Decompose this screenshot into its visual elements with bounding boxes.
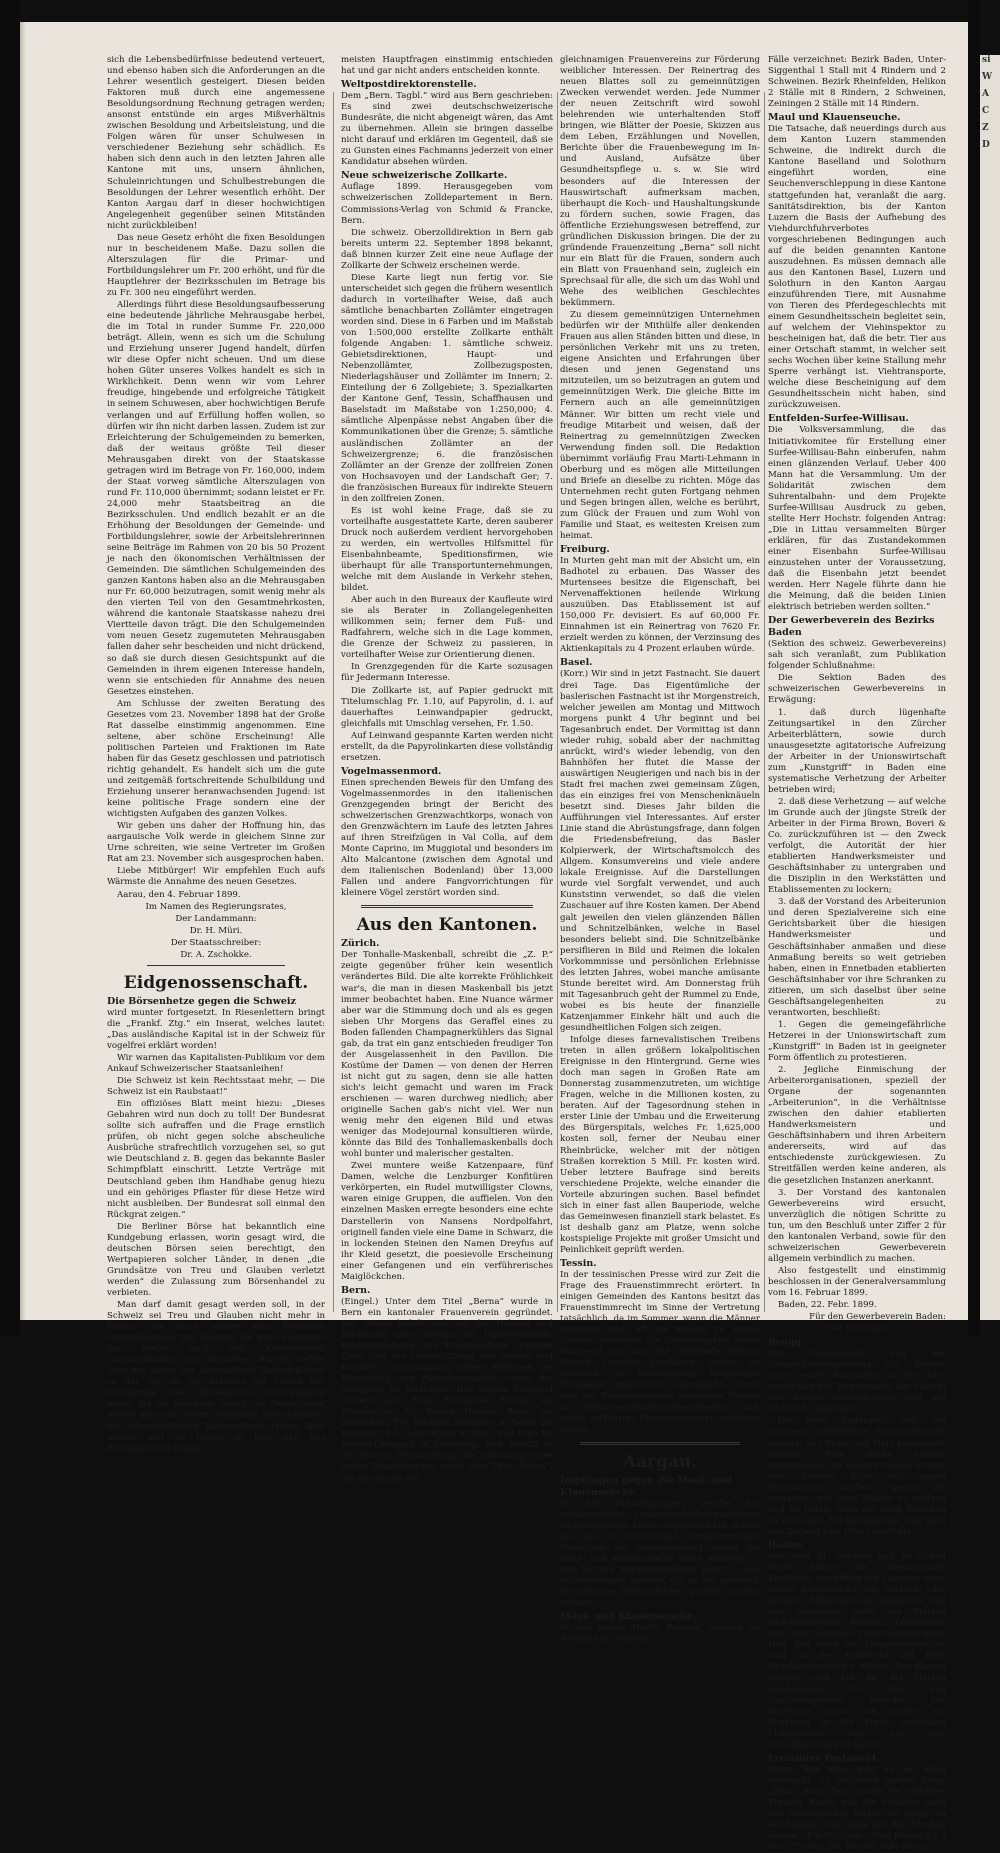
paragraph: Auf Leinwand gespannte Karten werden nicht erstellt, da die Papyrolinkarten diese vollständig ersetzen. [341, 730, 553, 763]
paragraph: Zwei muntere weiße Katzenpaare, fünf Damen, welche die Lenzburger Konfitüren verkörperten, ein Rudel mutwilligster Clowns, waren einige Gruppen, die auffielen. Von den einzelnen Masken erregte besonders eine echte Darstellerin von Nansens Nordpolfahrt, originell fanden viele eine Dame in Schwarz, die in lockenden Steinen den Namen Dreyfus auf ihr Kleid gesetzt, die poesievolle Erscheinung einer Gefangenen und ein verführerisches Maiglöckchen. [341, 1161, 553, 1282]
signature-line: Der Landammann: [175, 913, 257, 924]
paragraph: Ein offiziöses Blatt meint hiezu: „Dieses Gebahren wird nun doch zu toll! Der Bundesrat sollte sich aufraffen und die Frage ernstlich prüfen, ob nicht gegen solche abscheuliche Ausbrüche strafrechtlich vorzugehen sei, so gut wie Deutschland z. B. gegen das bekannte Basler Schimpfblatt einschritt. Letzte Verträge mit Deutschland geben ihm Handhabe genug hiezu und ein gehöriges Pflaster für diese Hetze wird nicht ausbleiben. Der Bundesrat soll einmal den Rückgrat zeigen.“ [107, 1099, 325, 1220]
column-rule [764, 92, 765, 1312]
paragraph: Auflage 1899. Herausgegeben vom schweizerischen Zolldepartement in Bern. Commissions-Verlag von Schmid & Francke, Bern. [341, 182, 553, 226]
paragraph: 3. daß der Vorstand des Arbeiterunion und deren Spezialvereine sich eine Gerichtsbarkeit über die hiesigen Handwerksmeister und Geschäftsinhaber anmaßen und diese Anmaßung bereits so weit getrieben haben, einen in Ennetbaden etablierten Geschäftsinhaber vor ihre Schranken zu zitieren, um sich daselbst über seine Geschäftsangelegenheiten zu verantworten, beschließt: [768, 897, 946, 1018]
adjacent-text: si [982, 55, 991, 65]
signature-line: Dr. H. Müri. [189, 925, 243, 936]
column-2 [341, 55, 553, 1484]
paragraph: Die Berliner Börse hat bekanntlich eine Kundgebung erlassen, worin gesagt wird, die deutschen Börsen seien berechtigt, den Wertpapieren solcher Länder, in denen „die Grundsätze von Treu und Glauben verletzt werden“ die Zulassung zum Börsenhandel zu verbieten. [107, 1221, 325, 1298]
paragraph: Die Schweiz ist kein Rechtsstaat mehr, — Die Schweiz ist ein Raubstaat!“ [107, 1076, 325, 1098]
divider [147, 965, 285, 966]
article-heading: Tessin. [560, 1257, 597, 1269]
divider [580, 1442, 740, 1445]
signature-line: Dr. A. Zschokke. [180, 949, 252, 960]
divider [361, 905, 533, 908]
paragraph: Dem „Bern. Tagbl.“ wird aus Bern geschrieben: Es sind zwei deutschschweizerische Bundesräte, die nicht abgeneigt wären, das Amt zu übernehmen. Allein sie bringen dasselbe nicht darauf und erklären im Gegenteil, daß sie zu Gunsten eines Fachmanns jederzeit von einer Kandidatur absehen würden. [341, 91, 553, 168]
article-heading: Der Gewerbeverein des Bezirks Baden [768, 615, 935, 639]
article-heading: Baden. [768, 1539, 806, 1551]
paragraph: Das neue Gesetz erhöht die fixen Besoldungen nur in bescheidenem Maße. Dazu sollen die Alterszulagen für die Primar- und Fortbildungslehrer um Fr. 200 erhöht, und für die Hauptlehrer der Bezirksschulen im Betrage bis zu Fr. 300 neu eingeführt werden. [107, 232, 325, 298]
paragraph: Allerdings führt diese Besoldungsaufbesserung eine bedeutende jährliche Mehrausgabe herbei, die im Total in runder Summe Fr. 220,000 beträgt. Allein, wenn es sich um die Schulung und Erziehung unserer Jugend handelt, dürfen wir diese Opfer nicht scheuen. Und um diese hohen Güter unseres Volkes handelt es sich in Wirklichkeit. Denn wenn wir vom Lehrer freudige, hingebende und erfolgreiche Tätigkeit in seinem Schuwesen, aber hochwichtigen Berufe verlangen und auf Erfüllung hoffen wollen, so dürfen wir ihn nicht darben lassen. Zudem ist zur Erleichterung der Schulgemeinden zu bemerken, daß der weitaus größte Teil dieser Mehrausgaben direkt von der Staatskasse getragen wird im Betrage von Fr. 160,000, indem der Staat vorweg sämtliche Alterszulagen von rund Fr. 110,000 übernimmt; sodann leistet er Fr. 24,000 mehr Staatsbeitrag an die Bezirksschulen. Und endlich bezahlt er an die Erhöhung der Besoldungen der Gemeinde- und Fortbildungslehrer, sowie der Arbeitslehrerinnen seine Beiträge im Rahmen von 20 bis 50 Prozent je nach den ökonomischen Verhältnissen der Gemeinden. Die sämtlichen Schulgemeinden des ganzen Kantons haben also an die Mehrausgaben nur Fr. 60,000 beizutragen, somit wenig mehr als den vierten Teil von den Gesamtmehrkosten, während die kantonale Staatskasse nahezu drei Viertteile davon trägt. Die den Schulgemeinden vom neuen Gesetz zugemuteten Mehrausgaben fallen daher sehr bescheiden und nicht drückend, so daß sie durch diesen Gesichtspunkt auf die Gemeinden in ihrem eigenen Interesse handeln, wenn sie entschieden für Annahme des neuen Gesetzes einstehen. [107, 300, 325, 697]
article-heading: Maul und Klauenseuche. [768, 112, 901, 124]
section-heading: Eidgenossenschaft. [123, 972, 309, 993]
paragraph: 2. Jegliche Einmischung der Arbeiterorganisationen, speziell der Organe der sogenannten „Arbeiterunion“, in die Verhältnisse zwischen den dahier etablierten Handwerksmeistern und Geschäftsinhabern und ihren Arbeitern andererseits, wird auf das entschiedenste zurückgewiesen. Zu Streitfällen werden keine anderen, als die gesetzlichen Instanzen anerkannt. [768, 1065, 946, 1186]
dateline: Aarau, den 4. Februar 1899. [117, 889, 241, 900]
adjacent-text: C [982, 106, 990, 116]
column-3 [560, 55, 760, 1645]
dateline: Baden, 22. Febr. 1899. [778, 1300, 877, 1311]
paragraph: Zu diesem gemeinnützigen Unternehmen bedürfen wir der Mithülfe aller denkenden Frauen aus allen Ständen bitten und diese, in persönlichen Verkehr mit uns zu treten, eigene Ansichten und Erfahrungen über diesen und jenen Gegenstand uns mitzuteilen, um so beizutragen an gutem und gemeinnützigen Werk. Die gleiche Bitte im Fernern auch an alle gemeinnützigen Männer. Wir bitten um recht viele und freudige Mitarbeit und weisen, daß der Reinertrag zu gemeinnützigen Zwecken Verwendung finden soll. Die Redaktion übernimmt vorläufig Frau Marti-Lehmann in Oberburg und es mögen alle Mitteilungen und Briefe an dieselbe zu richten. Möge das Unternehmen recht guten Fortgang nehmen und Segen bringen allen, welche es berührt, zum Glück der Frauen und zum Wohl von Familie und Staat, es weitesten Kreisen zum heimat. [560, 310, 760, 542]
article-heading: Bern. [341, 1284, 371, 1296]
signature-line: Für den Gewerbeverein Baden: [809, 1312, 946, 1323]
paragraph: gleichnamigen Frauenvereins zur Förderung weiblicher Interessen. Der Reinertrag des neuen Blattes soll zu gemeinnützigen Zwecken verwendet werden. Jede Nummer der neuen Zeitschrift wird sowohl belehrenden wie unterhaltenden Stoff bringen, wie Blätter der Poesie, Skizzen aus dem Leben, Erzählungen und Novellen, Berichte über die Frauenbewegung im In- und Ausland, Aufsätze über Gesundheitspflege u. s. w. Sie wird besonders auf die Interessen der Hauswirtschaft aufmerksam machen, überhaupt die Koch- und Haushaltungskunde zu fördern suchen, sowie Fragen, das öffentliche Erziehungswesen betreffend, zur gründlichen Diskussion bringen. Die der zu gründende Frauenzeitung „Berna“ soll nicht nur ein Blatt für die Frauen, sondern auch ein Blatt von Frauenhand sein, zugleich ein Sprechsaal für alle, die sich um das Wohl und Wehe des weiblichen Geschlechtes bekümmern. [560, 55, 760, 309]
paragraph: Infolge dieses farnevalistischen Treibens treten in allen größern lokalpolitischen Ereignisse in den Hintergrund. Gerne wies doch man sagen in Großen Rate am Donnerstag zusammenzutreten, um wichtige Fragen, welche in die Millionen kosten, zu beraten. Auf der Tagesordnung stehen in erster Linie der Umbau und die Erweiterung des Bürgerspitals, welches Fr. 1,625,000 kosten soll, ferner der Neubau einer Rheinbrücke, welcher mit der nötigen Straßen korrektion 5 Mill. Fr. kosten wird. Ueber letztere Baufrage sind bereits verschiedene Projekte, welche einander die Vorteile abzuringen suchen. Basel befindet sich in einer fast allen Bauperiode, welche das Gemeinwesen finanziell stark belastet. Es ist deshalb ganz am Platze, wenn solche kostspielige Projekte mit großer Umsicht und Peinlichkeit geprüft werden. [560, 1035, 760, 1255]
adjacent-text: Z [982, 123, 989, 133]
section-heading: Aus den Kantonen. [356, 915, 538, 936]
paragraph: In Grenzgegenden für die Karte sozusagen für Jedermann Interesse. [341, 662, 553, 684]
paragraph: Es ist wohl keine Frage, daß sie zu vorteilhafte ausgestattete Karte, deren sauberer Druck noch außerdem verdient hervorgehoben zu werden, ein wertvolles Hilfsmittel für Eisenbahnbeamte, Speditionsfirmen, wie überhaupt für alle Transportunternehmungen, welche mit dem Auslande in Verkehr stehen, bildet. [341, 505, 553, 594]
paragraph: Am Schlusse der zweiten Beratung des Gesetzes vom 23. November 1898 hat der Große Rat dasselbe einstimmig angenommen. Eine seltene, aber schöne Erscheinung! Alle politischen Parteien und Fraktionen im Rate haben für das Gesetz geschlossen und patriotisch richtig gehandelt. Es handelt sich um die gute und zeitgemäß fortschreitende Schulbildung und Erziehung unserer heranwachsenden Jugend: ist keine politische Frage sondern eine der wichtigsten Aufgaben des ganzen Volkes. [107, 698, 325, 820]
paragraph: Der Gemeinderat legt der Gemeindeversammlung das Projekt einer neuen Badanstalt in der Aare (unterhalb des Bierbrauerei am Aarhof) vor, dessen Gesamtkosten sich auf 23,000 Fr. belaufen. [768, 1349, 946, 1415]
paragraph: Seit dem 21. Februar tagt im Grand Hotel dahier die internationale Konferenz betreffend die Lokation einer neuen Rheinbrücke bei Zurzach oder Koblenz. Mitglieder der Konferenz sind von badischer Seite die Herren Oberbaudirektor Honsell, Oberbaurat Seib und Geheimer Ober-Regierungsrat Heil. Von Seite der Eidgenossenschaft sind an der Konferenz teil Herr Oberbauinspektor v. Morlot. Der Kanton Aargau sind bei ihr die Herren Landammann Dr. Müri und Kantonsingenieur Zehnder. Die Konferenz hatte sich vorerst ein Begehren in die Frage stehenden Flußgebietes vor, um ihre Schlußberatung zu halten. [768, 1551, 946, 1750]
scan-gutter [968, 0, 980, 1336]
paragraph: Einen sprechenden Beweis für den Umfang des Vogelmassenmordes in den italienischen Grenzgegenden bringt der Bericht des schweizerischen Grenzwachtkorps, wonach von den Grenzwächtern im Laufe des letzten Jahres auf ihren Streifzügen in Val Colla, auf dem Monte Caprino, im Muggiotal und besonders im Alto Malcantone (zwischen dem Agnotal und dem italienischen Bodenland) über 13,000 Fallen und andere Fangvorrichtungen für kleinere Vögel zerstört worden sind. [341, 777, 553, 899]
paragraph: In der ersten Hälfte Februar wurden im Aargau nur folgende [560, 1623, 760, 1645]
paragraph: In Murten geht man mit der Absicht um, ein Badhotel zu erbauen. Das Wasser des Murtensees besitze die Eigenschaft, bei Nervenaffektionen heilende Wirkung auszuüben. Das Etablissement ist auf 150,000 Fr. devisiert. Es auf 60,000 Fr. Einnahmen ist ein Reinertrag von 7620 Fr. erzielt werden zu können, der Verzinsung des Aktienkapitals zu 4 Prozent erlauben würde. [560, 556, 760, 655]
article-heading: Freiämter Fastnacht. [768, 1752, 880, 1764]
paragraph: Die Volksversammlung, die das Initiativkomitee für Erstellung einer Surfee-Willisau-Bahn einberufen, nahm einen glänzenden Verlauf. Ueber 400 Mann hat die Versammlung. Um der Solidarität zwischen dem Suhrentalbahn- und dem Projekte Surfee-Willisau Ausdruck zu geben, stellte Herr Hochstr. folgenden Antrag: „Die in Littau versammelten Bürger erklären, für das Zustandekommen einer Eisenbahn Surfee-Willisau einzustehen unter der Voraussetzung, daß die Eisenbahn jetzt beendet werden. Herr Nagele führte dann hie die Meinung, daß die beiden Linien elektrisch betrieben werden sollten.“ [768, 425, 946, 613]
column-1 [107, 55, 325, 1454]
paragraph: Die Tatsache, daß neuerdings durch aus dem Kanton Luzern stammenden Schweine, die indirekt durch die Kantone Baselland und Solothurn eingeführt worden, eine Seuchenverschleppung in diese Kantone stattgefunden hat, veranlaßt die aarg. Sanitätsdirektion, bis der Kanton Luzern die Basis der Aufhebung des Viehdurchfuhrverbotes vorgeschriebenen Bedingungen auch auf die beiden genannten Kantone auszudehnen. Es müssen demnach alle aus den Kantonen Basel, Luzern und Solothurn in den Kanton Aargau einzuführenden Tiere, mit Ausnahme von Tieren des Pferdegeschlechts mit einem Gesundheitsschein begleitet sein, auf welchem der Viehinspektor zu bescheinigen hat, daß die betr. Tier aus einer Ortschaft stammt, in welcher seit sechs Wochen über keine Stallung mehr Sperre verhängt ist. Viehtransporte, welche diese Bescheinigung auf dem Gesundheitsschein nicht haben, sind zurückzuweisen. [768, 124, 946, 411]
article-heading: Zürich. [341, 938, 380, 950]
paragraph: In der tessinischen Presse wird zur Zeit die Frage des Frauenstimmrecht erörtert. In einigen Gemeinden des Kantons besitzt das Frauenstimmrecht im Sinne der Vertretung tatsächlich, da im Sommer, wenn die Männer auswärts sind, oft die Frauen zu Hause bleiben, vertreten. Die Notwendigkeit dieser Maßregel hat auch die Gemeinde Melano (Bezirk Lugano) anerkannt, indem sie beschloß, in Ermangelung volljähriger Mitglieder männlichen Geschlechts dürfe jede zur Bürgergemeinde gehörende Familie in Bürgergemeindeangelegenheiten sich durch volljährige Frauenspersonen vertreten lassen. [560, 1269, 760, 1435]
paragraph: 1. Gegen die gemeingefährliche Hetzerei in der Unionswirtschaft zum „Kunstgriff“ in Baden ist in geeigneter Form öffentlich zu protestieren. [768, 1019, 946, 1063]
paragraph: Wir warnen das Kapitalisten-Publikum vor dem Ankauf Schweizerischer Staatsanleihen! [107, 1052, 325, 1075]
paragraph: wird munter fortgesetzt. In Riesenlettern bringt die „Frankf. Ztg.“ ein Inserat, welches lautet: „Das ausländische Kapital ist in der Schweiz für vogelfrei erklärt worden! [107, 1007, 325, 1051]
adjacent-text: D [982, 140, 990, 150]
paragraph: (Korr.) Wir sind in jetzt Fastnacht. Sie dauert drei Tage. Das Eigentümliche der baslerischen Fastnacht ist ihr Morgenstreich, welcher jeweilen am Montag und Mittwoch morgens punkt 4 Uhr beginnt und bei Tagesanbruch endet. Der Vormittag ist dann wieder ruhig, sobald aber der nachmittag anrückt, wird's wieder lebendig, von den Bahnhöfen her flutet die Masse der auswärtigen Neugierigen und nach bis in der Stadt frei machen zwei gemeinsam Zügen, das ein einziges frei von Menschenknäueln besetzt sind. Dieses Jahr bilden die Aufführungen viel Interessantes. Auf erster Linie stand die Abrüstungsfrage, dann folgen die Friedensbefreiung, das Basler Kolpierwerk, der Wirtschaftsmolcch des Allgem. Konsumvereins und viele andere lokale Ereignisse. Auf die Darstellungen wurde viel Sorgfalt verwendet, und auch Kunststinn verwendet, so daß die vielen Zuschauer auf ihre Kosten kamen. Der Abend galt jeweilen den vielen glänzenden Bällen und Schnitzelbänken, welche in Basel besonders beliebt sind. Die Schnitzelbänke persiflieren in Bild und Reimen die lokalen Vorkommnisse und persönlichen Erlebnisse des letzten Jahres, wobei manche amüsante Stunde bereitet wird. Am Donnerstag früh mit Tagesanbruch geht der Rummel zu Ende, wobei es bis heute der finanzielle Katzenjammer Einkehr hält und auch die gesundheitlichen Folgen sich zeigen. [560, 669, 760, 1033]
paragraph: Man darf damit gesagt werden soll, in der Schweiz sei Treu und Glauben nicht mehr in Ehren, und auch wieder eine Frechheit sondergleichen. Die Schweiz hat ganz zweifellos das Recht nach den Konzessionen zurückzukaufen. Die deutschen Börsen stellen aber die Sache mit beispielloser Hartnäckigkeit so dar, als ob die Schweiz auf Grund der Dividenden oder Börsenkurse zurückkaufen wolle. Da ist durchaus falsch. In Deutschland würde man auf dieser Grundlage zurückkaufen, die schweizerischen Konzessionen lauten aber anders und sie lauten so klar, daß das Bundesgericht in den [107, 1300, 325, 1454]
paragraph: (Sektion des schweiz. Gewerbevereins) sah sich veranlaßt, zum Publikation folgender Schlußnahme: [768, 639, 946, 672]
paragraph: Aber auch in den Bureaux der Kaufleute wird sie als Berater in Zollangelegenheiten willkommen sein; ferner dem Fuß- und Radfahrern, welche sich in die Lage kommen, die Grenze der Schweiz zu passieren, in vorteilhafter Weise zur Orientierung dienen. [341, 595, 553, 661]
paragraph: Fälle verzeichnet: Bezirk Baden, Unter-Siggenthal 1 Stall mit 4 Rindern und 2 Schweinen. Bezirk Rheinfelden, Helikon 2 Ställe mit 8 Rindern, 2 Schweinen, Zeiningen 2 Ställe mit 14 Rindern. [768, 55, 946, 110]
article-heading: Die Börsenhetze gegen die Schweiz [107, 995, 296, 1007]
article-heading: Brugg. [768, 1337, 805, 1349]
paragraph: Die neue Badanstalt soll, auf eisernen, luftgefüllten Schwimmkästen ruhend, aus Eisen und Holz konstruiert werden. Eine starke eiserne Verankerung der ganzen Anlage sichert wie dieselbe nicht nur gegen Hochwasser, sondern gegen ihr gestatten, mit dem Wasser zu steigen und zu fallen, ohne die feste Situation zu verlassen. Ein bewegliches Steg wird den Zugang zum Ufer vermitteln. [768, 1416, 946, 1537]
column-4 [768, 55, 946, 1853]
section-heading: Aargau. [622, 1451, 698, 1472]
adjacent-text: A [982, 89, 989, 99]
article-heading: Basel. [560, 657, 593, 669]
paragraph: 1. daß durch lügenhafte Zeitungsartikel in den Zürcher Arbeiterblättern, sowie durch unausgesetzte agitatorische Aufreizung der Arbeiter in der Unionswirtschaft zum „Kunstgriff“ in Baden eine systematische Verhetzung der Arbeiter betrieben wird; [768, 707, 946, 795]
paragraph: Zu den Erkundigungen, welche das schweizerische Landwirtschaftsdepartement an kompetenter Stelle eingezogen hat, wurde bei den in Deutschland vorgenommenen Versuchen zur Immunisierung gegen die Maul- und Klauenseuche keine Methode — und bis die Seraphinimpfung nicht — den Anforderungen gerecht, die an ein praktisch brauchbares Impfverfahren gestellt werden müssen. [560, 1498, 760, 1609]
paragraph: Also festgestellt und einstimmig beschlossen in der Generalversammlung vom 16. Februar 1899. [768, 1265, 946, 1298]
signature-line: Der Vorstand. [826, 1324, 888, 1335]
article-heading: Neue schweizerische Zollkarte. [341, 170, 508, 182]
article-heading: Freiburg. [560, 544, 610, 556]
signature-line: Der Staatsschreiber: [170, 937, 262, 948]
paragraph: sich die Lebensbedürfnisse bedeutend verteuert, und ebenso haben sich die Anforderungen an die Lehrer wesentlich gesteigert. Diesen beiden Faktoren muß durch eine angemessene Besoldungsordnung Rechnung getragen werden; ansonst entstünde ein arges Mißverhältnis zwischen Besoldung und Arbeitsleistung, und die Folgen wären für unser Schulwesen in verschiedener Beziehung sehr schädlich. Es haben sich denn auch in den letzten Jahren alle Kantone mit uns, unsern ähnlichen, Schuleinrichtungen und Schulbestrebungen die Besoldungen der Lehrer wesentlich erhöht. Der Kanton Aargau darf in dieser hochwichtigen Angelegenheit gegenüber seinen Mitständen nicht zurückbleiben! [107, 55, 325, 231]
paragraph: Diese Karte liegt nun fertig vor. Sie unterscheidet sich gegen die frühern wesentlich dadurch in vorteilhafter Weise, daß auch sämtliche benachbarten Zollämter eingetragen worden sind. Diese in 6 Farben und im Maßstab von 1:500,000 erstellte Zollkarte enthält folgende Angaben: 1. sämtliche schweiz. Gebietsdirektionen, Haupt- und Nebenzollämter, Zollbezugsposten, Niederlagshäuser und Zollämter im Innern; 2. Einteilung der 6 Zollgebiete; 3. Spezialkarten der Kantone Genf, Tessin, Schaffhausen und Baselstadt im Maßstabe von 1:250,000; 4. sämtliche Alpenpässe nebst Angaben über die Kommunikationen über die Grenze; 5. sämtliche ausländischen Zollämter an der Schweizergrenze; 6. die französischen Zollämter an der Grenze der zollfreien Zonen von Hochsavoyen und der Landschaft Ger; 7. die französischen Bureaux für indirekte Steuern in den zollfreien Zonen. [341, 272, 553, 504]
paragraph: (Korr.) Wie jedes Jahr an der alten Fastnacht, so entfaltete unsere junge „Waar“ auch dem wieder ein lebhaftes Treiben. Kaum war die Schlacht nach des Christenlehre vorbei, so ging's an ein Rennen und Jagen auf den Straßen herum, „Ein Bröggen, „Sind Beider g's ä Stud'!“ oder „Eh, ihr wid wißt ihr so [768, 1764, 946, 1853]
paragraph: Die Zollkarte ist, auf Papier gedruckt mit Titelumschlag Fr. 1.10, auf Papyrolin, d. i. auf dauerhaftes Leinwandpapier gedruckt, gleichfalls mit Umschlag versehen, Fr. 1.50. [341, 685, 553, 729]
article-heading: Entfelden-Surfee-Willisau. [768, 413, 909, 425]
scan-left-edge [0, 0, 20, 1336]
paragraph: Der Tonhalle-Maskenball, schreibt die „Z. P.“ zeigte gegenüber früher kein wesentlich verändertes Bild. Die alte korrekte Fröhlichkeit war's, die man in diesen Maskenball bis jetzt immer beobachtet haben. Eine Nuance wärmer aber war die Stimmung doch und als es gegen sieben Uhr Morgens das Geraffel eines zu Boden fallenden Champagnerkühlers das Signal gab, da trat ein ganz entschieden freudiger Ton der Ausgelassenheit in den Pavillon. Die Kostüme der Damen — von denen der Herren ist nicht gut zu sagen, denn sie alle hatten sich's leicht gemacht und waren im Frack erschienen — waren durchweg niedlich; aber originelle Sachen gab's nicht viel. Wer nun wenig mehr den eigenen Bild und etwas weniger das Modejournal konsultieren würde, könnte das Bild des Tonhallemaskenballs doch wohl bunter und malerischer gestalten. [341, 950, 553, 1160]
adjacent-text: W [982, 72, 993, 82]
paragraph: Die Sektion Baden des schweizerischen Gewerbevereins in Erwägung: [768, 673, 946, 706]
article-heading: Weltpostdirektorenstelle. [341, 79, 477, 91]
paragraph: Die schweiz. Oberzolldirektion in Bern gab bereits unterm 22. September 1898 bekannt, daß binnen kurzer Zeit eine neue Auflage der Zollkarte der Schweiz erscheinen werde. [341, 227, 553, 271]
article-heading: Impfungen gegen die Maul- und Klauenseuche. [560, 1474, 733, 1498]
signature-line: Im Namen des Regierungsrates, [145, 901, 287, 912]
paragraph: (Eingel.) Unter dem Titel „Berna“ wurde in Bern ein kantonaler Frauenverein gegründet. Der Verein befaßt sich mit der Hebung und Förderung aller Zweige der Hauswirtschaft, Kindererziehung und Krankenpflege. Fernere Ziele sind die Unterstützung von Armen und Kranken, Unterstützung armer Mädchen bei Erwerbung von Fachkenntnissen, sowie die Anregung zu Vorträgen. Der engere Vorstand besteht aus Frau Bundesrat Müller als Präsidentin, Fr. Emma Hodler, Bern, als Sekretärin, Frl. Johanna Schnyder in Basle bei Burgdorf, Frl. Anna König in Bern, und Frau M. Martin-Lehmann in Oberburg. Den Vorsitz in der letzten Versammlung die Gründung einer neuen Frauenzeitung unter dem Titel „Berna“, die das Organ des [341, 1296, 553, 1484]
paragraph: Liebe Mitbürger! Wir empfehlen Euch aufs Wärmste die Annahme des neuen Gesetzes. [107, 866, 325, 888]
column-rule [557, 92, 558, 1312]
paragraph: 3. Der Vorstand des kantonalen Gewerbevereins wird ersucht, unverzüglich die nötigen Schritte zu tun, um den Beschluß unter Ziffer 2 für den kantonalen Verband, sowie für den schweizerischen Gewerbeverein allgemein verbindlich zu machen. [768, 1187, 946, 1264]
paragraph: 2. daß diese Verhetzung — auf welche im Grunde auch der jüngste Streik der Arbeiter in der Firma Brown, Boveri & Co. zurückzuführen ist — den Zweck verfolgt, die Autorität der hier etablierten Handwerksmeister und Geschäftsinhaber zu untergraben und die Disziplin in den Werkstätten und Etablissementen zu lockern; [768, 796, 946, 896]
column-rule [333, 92, 334, 1312]
paragraph: Wir geben uns daher der Hoffnung hin, das aargauische Volk werde in gleichem Sinne zur Urne schreiten, wie seine Vertreter im Großen Rat am 23. November sich ausgesprochen haben. [107, 821, 325, 865]
paragraph: meisten Hauptfragen einstimmig entschieden hat und gar nicht anders entscheiden konnte. [341, 55, 553, 77]
article-heading: Vogelmassenmord. [341, 765, 442, 777]
article-heading: Maul- und Klauenseuche. [560, 1611, 697, 1623]
adjacent-page-strip [980, 55, 1000, 1320]
